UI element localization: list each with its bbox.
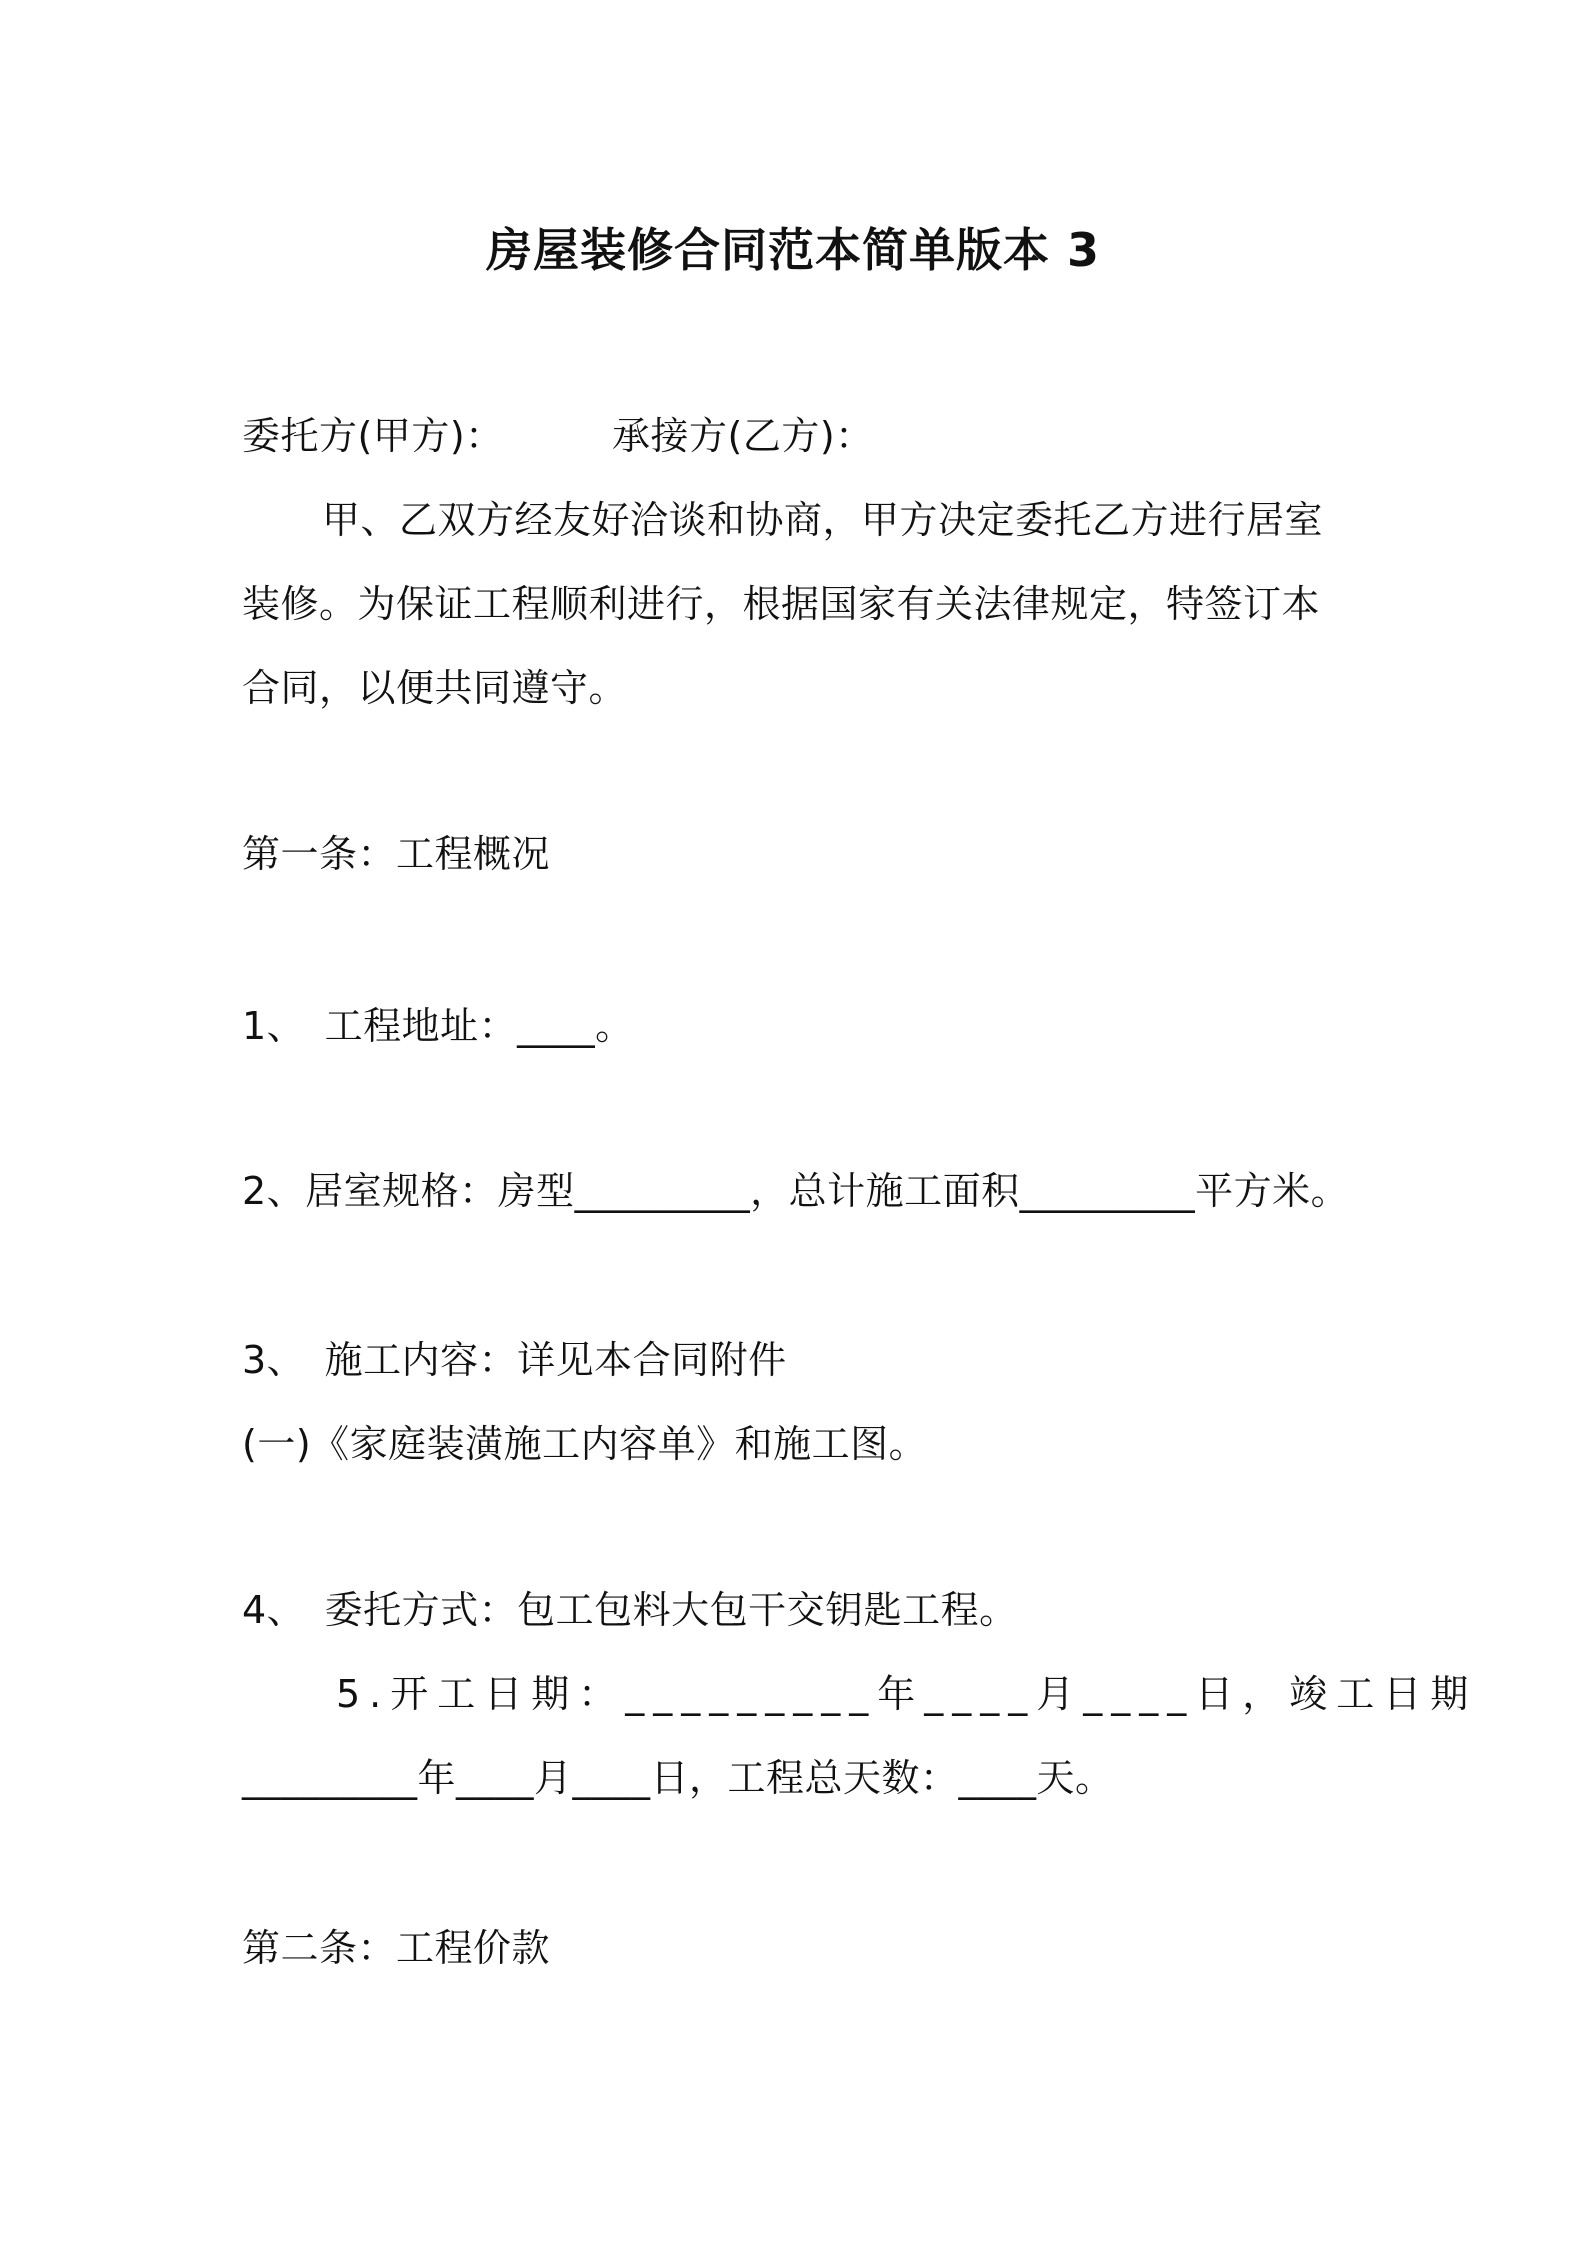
intro-line-1: 甲、乙双方经友好洽谈和协商，甲方决定委托乙方进行居室 [322, 498, 1324, 542]
article-1-item-1: 1、 工程地址：____。 [242, 1004, 634, 1048]
article-1-item-3-sub: (一)《家庭装潢施工内容单》和施工图。 [242, 1422, 928, 1466]
intro-line-3: 合同，以便共同遵守。 [242, 666, 628, 710]
article-2-heading: 第二条：工程价款 [242, 1926, 551, 1970]
article-1-item-2: 2、居室规格：房型_________，总计施工面积_________平方米。 [242, 1169, 1350, 1213]
contractor-label: 承接方(乙方)： [612, 414, 874, 458]
document-title: 房屋装修合同范本简单版本 3 [485, 223, 1101, 277]
article-1-item-4: 4、 委托方式：包工包料大包干交钥匙工程。 [242, 1588, 1018, 1632]
article-1-item-5-line-2: _________年____月____日，工程总天数：____天。 [242, 1756, 1114, 1800]
article-1-heading: 第一条：工程概况 [242, 832, 551, 876]
intro-line-2: 装修。为保证工程顺利进行，根据国家有关法律规定，特签订本 [242, 582, 1321, 626]
client-label: 委托方(甲方)： [242, 414, 504, 458]
article-1-item-5-line-1: 5.开工日期：_________年____月____日，竣工日期 [336, 1672, 1478, 1716]
article-1-item-3: 3、 施工内容：详见本合同附件 [242, 1338, 787, 1382]
